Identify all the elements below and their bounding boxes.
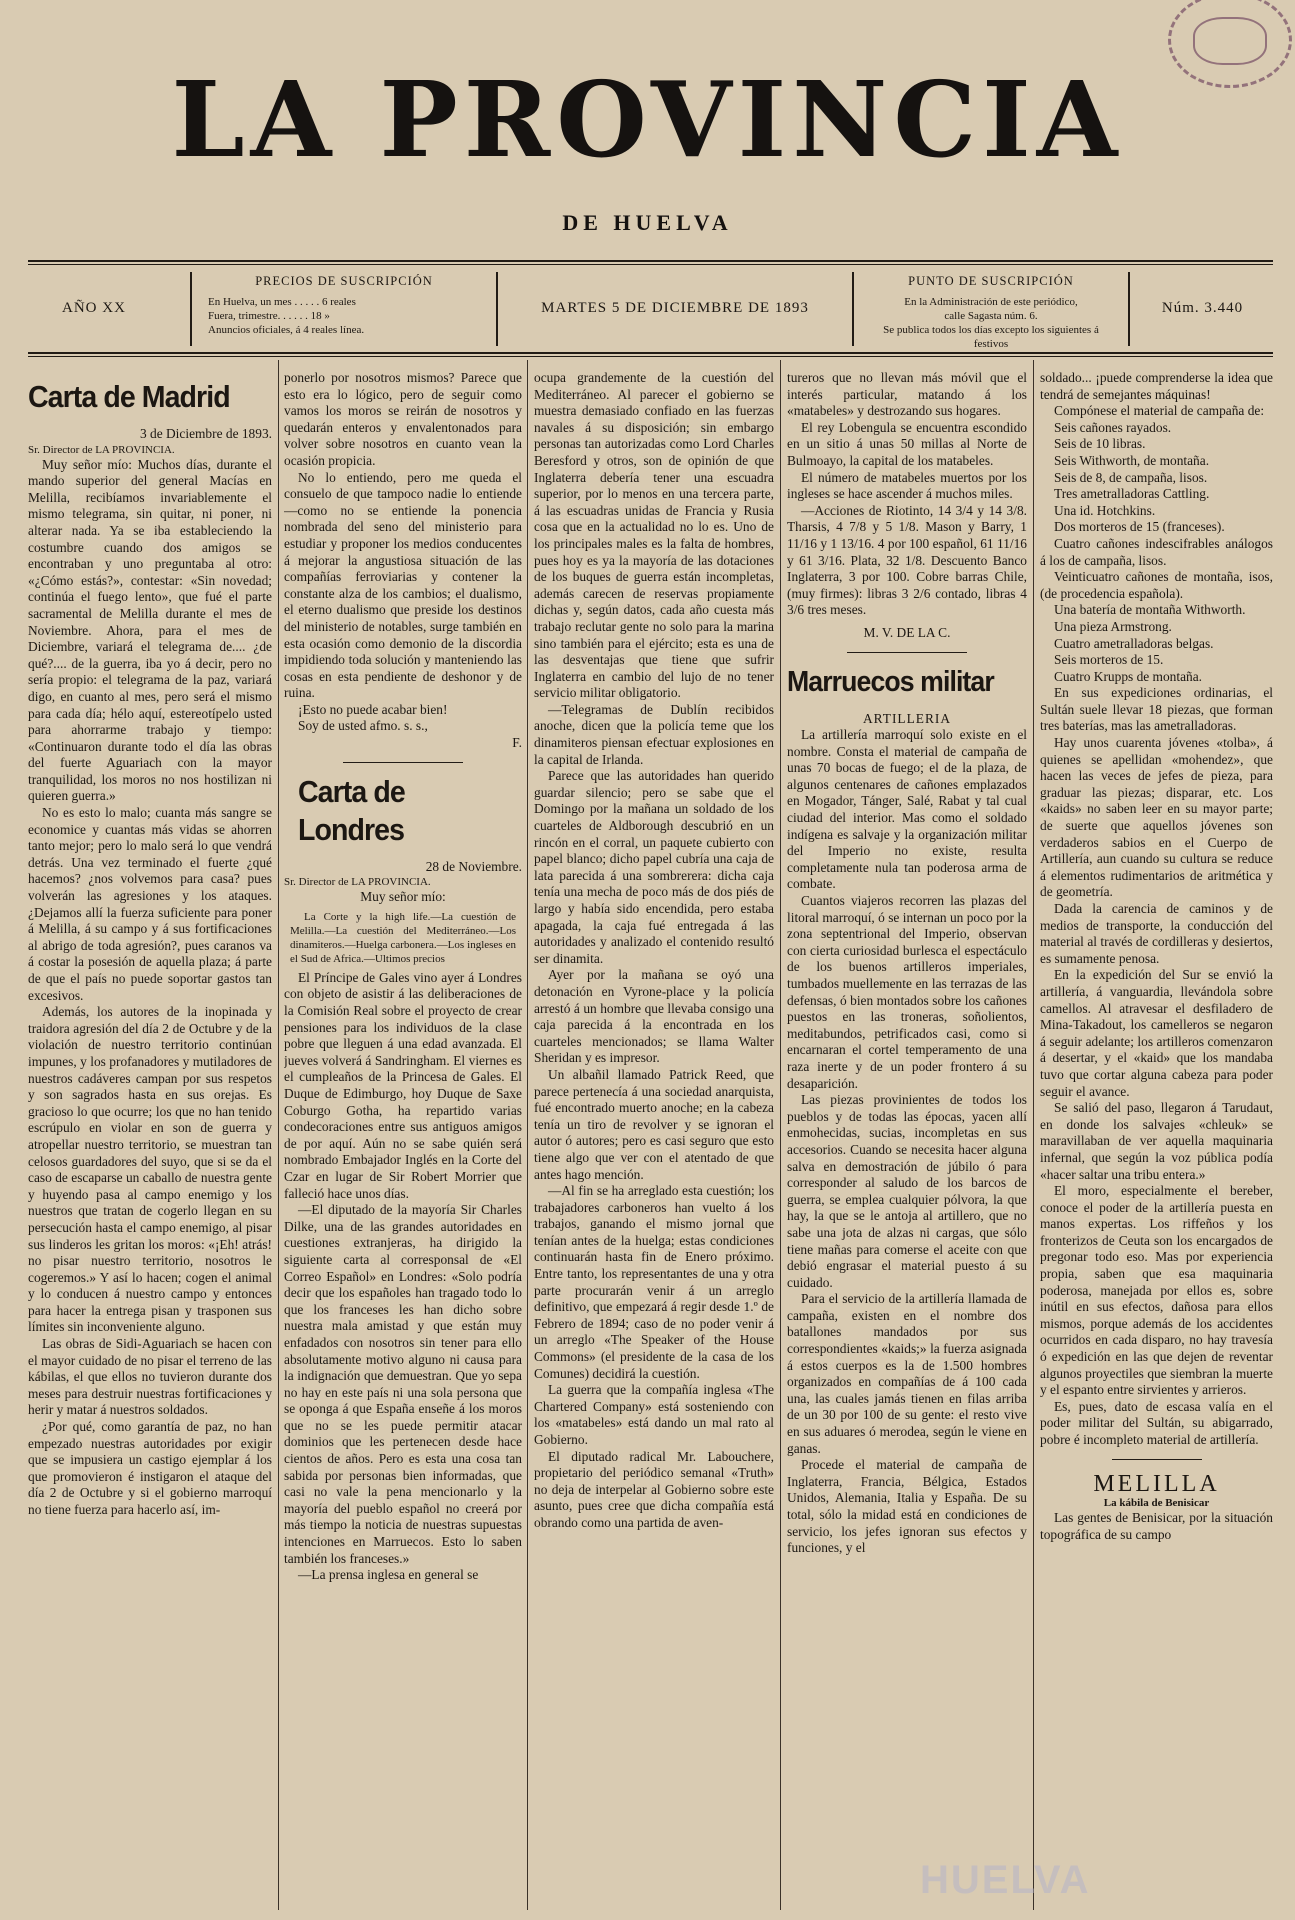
equipment-item: Una batería de montaña Withworth. — [1054, 602, 1246, 618]
subscription-prices: PRECIOS DE SUSCRIPCIÓN En Huelva, un mes . . . . . 6 reales Fuera, trimestre. . . . . . 18 » Anuncios oficiales, á 4 reales línea. — [208, 274, 433, 336]
column-2: ponerlo por nosotros mismos? Parece que esto era lo lógico, pero de seguir como vamos los moros se reirán de nosotros y quedarán enteros y envalentonados para volver sobre nosotros en cuanto vean la ocasión propicia. No lo entiendo, pero me queda el consuelo de que tampoco nadie lo entiende—como no se entiende la ponencia nombrada del seno del ministerio para estudiar y proponer los medios conducentes á mejorar la angustiosa situación de las compañías ferroviarias y contener la constante alza de los cambios; el dualismo, el eterno dualismo que preside los destinos del ministerio de notables, surge también en esta ocasión como demonio de la discordia impidiendo toda solución y manteniendo las cosas en esta pendiente de deshonor y de ruina. ¡Esto no puede acabar bien! Soy de usted afmo. s. s., F. Carta de Londres 28 de Noviembre. Sr. Director de LA PROVINCIA. Muy señor mío: La Corte y la high life.—La cuestión de Melilla.—La cuestión del Mediterráneo.—Los dinamiteros.—Huelga carbonera.—Los ingleses en el Sud de Africa.—Ultimos precios El Príncipe de Gales vino ayer á Londres con objeto de asistir á las deliberaciones de la Comisión Real sobre el proyecto de crear pensiones para los individuos de la clase pobre que lleguen á una edad avanzada. El jueves volverá á Sandringham. El viernes es el cumpleaños de la Princesa de Gales. El Duque de Edimburgo, hoy Duque de Saxe Coburgo Gotha, ha repartido varias condecoraciones entre sus antiguos amigos de por aquí. Aún no se sabe quién será nombrado Embajador Inglés en la Corte del Czar en lugar de Sir Robert Morrier que falleció hace unos días. —El diputado de la mayoría Sir Charles Dilke, una de las grandes autoridades en cuestiones extranjeras, ha dirigido la siguiente carta al corresponsal de «El Correo Español» en Londres: «Solo podría decir que los españoles han tragado todo lo que los franceses les han dicho sobre nuestra mala amistad y que están muy enfadados con nosotros sin tener para ello absolutamente motivo alguno ni causa para la indignación que demuestran. Que yo sepa no hay en este país ni una sola persona que se oponga á que España enseñe á los moros que no se les puede permitir atacar dominios que les pertenecen desde hace cientos de años. Pero es esta una cosa tan sabida por personas bien informadas, que casi no vale la pena mencionarlo y la mayoría del pueblo español no creerá por más tiempo la noticia de nuestras supuestas intenciones en Marruecos. Esto lo saben también los franceses.» —La prensa inglesa en general se — [284, 370, 522, 1583]
equipment-item: Seis morteros de 15. — [1054, 652, 1164, 668]
equipment-list — [1040, 420, 1273, 686]
headline-carta-de-londres: Carta de Londres — [298, 773, 405, 847]
equipment-item: Seis cañones rayados. — [1054, 419, 1172, 435]
column-3: ocupa grandemente de la cuestión del Mediterráneo. Al parecer el gobierno se muestra demasiado confiado en las fuerzas navales á su disposición; sin embargo personas tan autorizadas como Lord Charles Beresford y otros, son de opinión de que Inglaterra debería tener una escuadra superior, por lo menos en una tercera parte, á las escuadras unidas de Francia y Rusia cosa que en la actualidad no lo es. Uno de los principales males es la falta de hombres, pues hoy es ya la mayoría de las dotaciones de los buques de guerra están incompletas, además carecen de reservas propiamente dichas y, según datos, cada año cuesta más trabajo reclutar gente no solo para la marina sino también para el ejército; esta es una de las desventajas que tiene que sufrir Inglaterra en cambio del lujo de no tener servicio militar obligatorio. —Telegramas de Dublín recibidos anoche, dicen que la policía teme que los dinamiteros piensan efectuar explosiones en la capital de Irlanda. Parece que las autoridades han querido guardar silencio; pero se sabe que el Domingo por la mañana un soldado de los cuarteles de Aldborough descubrió en un rincón en el corral, un paquete cubierto con papel blanco; dicho papel cubría una caja de lata parecida á una sombrerera: dicha caja tenía una mecha de poco más de dos piés de largo y había sido encendida, pero estaba apagada, la caja fué entregada á las autoridades y analizado el contenido resultó ser dinamita. Ayer por la mañana se oyó una detonación en Vyrone-place y la policía arrestó á un hombre que llevaba consigo una caja parecida á la encontrada en los cuarteles mencionados; se llama Walter Sheridan y es impresor. Un albañil llamado Patrick Reed, que parece pertenecía á una sociedad anarquista, fué encontrado muerto anoche; en la cabeza tenía un tiro de revolver y se ignoran el autor ó autores; pero es casi seguro que esto tiene algo que ver con el atentado de que antes hago mención. —Al fin se ha arreglado esta cuestión; los trabajadores carboneros han vuelto á los trabajos, ganando el mismo jornal que tenían antes de la huelga; estas condiciones continuarán hasta fin de Enero próximo. Entre tanto, los representantes de una y otra parte procurarán venir á un arreglo definitivo, que empezará á regir desde 1.º de Febrero de 1894; caso de no poder venir á un arreglo «The Speaker of the House Commons» (el presidente de la casa de los Comunes) decidirá la cuestión. La guerra que la compañía inglesa «The Chartered Company» está sosteniendo con los «matabeles» está dando un mal rato al Gobierno. El diputado radical Mr. Labouchere, propietario del periódico semanal «Truth» no deja de interpelar al Gobierno sobre este asunto, pues cree que dicha compañía está obrando como una partida de aven- — [534, 370, 774, 1530]
issue-date: MARTES 5 DE DICIEMBRE DE 1893 — [541, 300, 809, 316]
equipment-item: Dos morteros de 15 (franceses). — [1054, 519, 1225, 535]
column-4: tureros que no llevan más móvil que el interés particular, matando á los «matabeles» y destrozando sus hogares. El rey Lobengula se encuentra escondido en un sitio á unas 50 millas al Norte de Bulmoayo, la capital de los matabeles. El número de matabeles muertos por los ingleses se hace ascender á muchos miles. —Acciones de Riotinto, 14 3/4 y 14 3/8. Tharsis, 4 7/8 y 5 1/8. Mason y Barry, 1 11/16 y 1 13/16. 4 por 100 español, 61 11/16 y 61 3/16. Plata, 32 1/8. Descuento Banco Inglaterra, 3 por 100. Cobre barras Chile, (muy firmes): libras 3 2/6 contado, libras 4 3/6 tres meses. M. V. DE LA C. Marruecos militar ARTILLERIA La artillería marroquí solo existe en el nombre. Consta el material de campaña de unas 70 bocas de fuego; el de la plaza, de algunos centenares de cañones emplazados en Mogador, Tánger, Salé, Rabat y tal cual ciudad del interior. Mas como el soldado indígena es salvaje y la organización militar del Imperio no existe, resulta completamente nula tan poderosa arma de combate. Cuantos viajeros recorren las plazas del litoral marroquí, ó se internan un poco por la zona septentrional del Imperio, observan con cierta curiosidad burlesca el espectáculo de los buenos artilleros imperiales, tumbados muellemente en las terrazas de las defensas, ó bien montados sobre los cañones puestos en las troneras, soñolientos, meditabundos, petrificados casi, como si encarnaran el cortel temperamento de una raza inerte y de un poder frontero á su desaparición. Las piezas provinientes de todos los pueblos y de todas las épocas, yacen allí enmohecidas, sucias, incompletas en sus accesorios. Cuando se necesita hacer alguna salva en demostración de júbilo ó para corresponder al saludo de los barcos de guerra, se emplea cualquier pólvora, la que hay, la que se le antoja al artillero, que no sabe una jota de alzas ni cargas, que sólo tiene mañas para comerse el aceite con que debió engrasar el material puesto á su cuidado. Para el servicio de la artillería llamada de campaña, existen en el nombre dos batallones mandados por sus correspondientes «kaids;» la fuerza asignada á estos cuerpos es la de 1.500 hombres organizados en compañías de á 100 cada una, las cuales jamás tienen en filas arriba de un 30 por 100 de su gente: el resto vive en sus aduares ó merodea, según le viene en ganas. Procede el material de campaña de Inglaterra, Francia, Bélgica, Estados Unidos, Alemania, Italia y España. De su total, sólo la midad está en condiciones de servicio, los jefes ignoran sus efectos y funciones, y el — [787, 370, 1027, 1556]
equipment-item: Veinticuatro cañones de montaña, isos, (de procedencia española). — [1040, 569, 1273, 601]
article-summary: La Corte y la high life.—La cuestión de Melilla.—La cuestión del Mediterráneo.—Los dinamiteros.—Huelga carbonera.—Los ingleses en el Sud de Africa.—Ultimos precios — [290, 910, 516, 965]
column-1: Carta de Madrid 3 de Diciembre de 1893. Sr. Director de LA PROVINCIA. Muy señor mío: Muchos días, durante el mando superior del general Macías en Melilla, recibíamos invariablemente el mismo telegrama, sin quitar, ni poner, ni alterar nada. Ya se iba estableciendo la costumbre cuando dos amigos se encontraban y uno preguntaba al otro: «¿Cómo estás?», contestar: «Sin novedad; continúa el fuego lento», que fué el parte sacramental de Melilla durante el mes de Noviembre. Ahora, para el mes de Diciembre, variará el telegrama de.... ¿de qué?.... de la guerra, iba yo á decir, pero no sería propio: el telegrama de la paz, variará digo, en cuanto al mes, pero será el mismo para cada día; hélo aquí, estereotípelo usted para ahorrarme trabajo y tiempo: «Continuaron durante todo el día las obras del fuerte Aguariach con la mayor tranquilidad, los moros no nos hostilizan ni quieren guerra.» No es esto lo malo; cuanta más sangre se economice y cuantas más vidas se ahorren tanto mejor; pero lo malo será lo que vendrá detrás. Una vez terminado el fuerte ¿qué hacemos? ¿nos volvemos para casa? pues volverán las agresiones y los ataques. ¿Dejamos allí la fuerza suficiente para poner á Melilla, á su campo y á sus fortificaciones al abrigo de toda agresión?, pues caranos va á costar la posesión de aquella plaza; á parte de que el país no puede soportar gastos tan excesivos. Además, los autores de la inopinada y traidora agresión del día 2 de Octubre y de la violación de nuestro territorio continúan impunes, y los profanadores y mutiladores de nuestros cadáveres campan por sus respetos y son sagrados hasta en sus orejas. Es gracioso lo que ocurre; los que no han tenido escrúpulo en violar en son de guerra y atropellar nuestro territorio, se muestran tan celosos guardadores del suyo, que si se da el caso de escaparse un caballo de nuestra gente y huyendo pasa al campo enemigo y los nuestros que tratan de cogerlo llegan en su persecución hasta el campo enemigo, al pisar sus linderos les gritan los moros: «¡Eh! atrás! no pisar nuestro territorio, nosotros le cogeremos.» Y así lo hacen; cogen el animal y lo conducen á nuestro campo y entonces para hacer la entrega pisan y trasponen sus límites sin inconveniente alguno. Las obras de Sidi-Aguariach se hacen con el mayor cuidado de no pisar el terreno de las kábilas, el que ellos no tuvieron durante dos meses para destruir nuestras fortificaciones y herir y matar á nuestros soldados. ¿Por qué, como garantía de paz, no han empezado nuestras autoridades por exigir que se impusiera un castigo ejemplar á los que promovieron é instigaron el ataque del día 2 de Octubre y si el gobierno marroquí no tiene fuerza para hacerlo así, im- — [28, 379, 272, 1517]
equipment-item: Una pieza Armstrong. — [1054, 618, 1172, 634]
equipment-item: Cuatro cañones indescifrables análogos á los de campaña, lisos. — [1040, 535, 1273, 568]
issue-number: Núm. 3.440 — [1161, 300, 1244, 316]
masthead-subtitle: DE HUELVA — [562, 210, 733, 235]
year-label: AÑO XX — [62, 300, 126, 316]
headline-marruecos-militar: Marruecos militar — [787, 665, 994, 698]
equipment-item: Tres ametralladoras Cattling. — [1054, 486, 1210, 502]
equipment-item: Cuatro ametralladoras belgas. — [1054, 635, 1214, 651]
bottom-rule — [28, 352, 1273, 354]
headline-carta-de-madrid: Carta de Madrid — [28, 379, 230, 414]
watermark-logo: HUELVA — [920, 1858, 1091, 1902]
section-melilla: MELILLA — [1093, 1470, 1220, 1497]
info-bar — [28, 264, 1273, 352]
equipment-item: Cuatro Krupps de montaña. — [1054, 668, 1203, 684]
subscription-point: PUNTO DE SUSCRIPCIÓN En la Administración de este periódico, calle Sagasta núm. 6. Se publica todos los días excepto los siguientes á festivos — [883, 274, 1099, 350]
equipment-item: Seis de 8, de campaña, lisos. — [1054, 469, 1208, 485]
column-5: soldado... ¡puede comprenderse la idea que tendrá de semejantes máquinas! Compónese el material de campaña de: Seis cañones rayados. Seis de 10 libras. Seis Withworth, de montaña. Seis de 8, de campaña, lisos. Tres ametralladoras Cattling. Una id. Hotchkins. Dos morteros de 15 (franceses). Cuatro cañones indescifrables análogos á los de campaña, lisos. Veinticuatro cañones de montaña, isos, (de procedencia española). Una batería de montaña Withworth. Una pieza Armstrong. Cuatro ametralladoras belgas. Seis morteros de 15. Cuatro Krupps de montaña. En sus expediciones ordinarias, el Sultán suele llevar 18 piezas, que forman tres baterías, mas las ametralladoras. Hay unos cuarenta jóvenes «tolba», á quienes se apellidan «mohendez», que hacen las veces de jefes de pieza, para graduar las piezas; disparar, etc. Los «kaids» no saben leer en su mayor parte; de suerte que aquellos jóvenes son verdaderos sabios en el Cuerpo de Artillería, aun cuando su cultura se reduce á elementos rudimentarios de aritmética y de geometría. Dada la carencia de caminos y de medios de transporte, la conducción del material al través de cordilleras y desiertos, es sumamente penosa. En la expedición del Sur se envió la artillería, á vanguardia, llevándola sobre camellos. Al atravesar el desfiladero de Mina-Takadout, los camelleros se negaron á seguir adelante; los artilleros comenzaron á desertar, y el «kaid» que los mandaba tuvo que cortar alguna cabeza para poder seguir el avance. Se salió del paso, llegaron á Tarudaut, en donde los salvajes «chleuk» se maravillaban de ver aquella maquinaria infernal, que según la voz pública podía «hacer saltar una tribu entera.» El moro, especialmente el bereber, conoce el poder de la artillería puesta en manos expertas. Los riffeños y los fronterizos de Ceuta son los encargados de pregonar todo eso. Mas por experiencia propia, saben que esa maquinaria poderosa, manejada por ellos es, sobre inútil en sus efectos, dañosa para ellos mismos, porque además de los accidentes ocurridos en cada disparo, no hay travesía ó expedición en las que dejen de reventar algunos proyectiles que siembran la muerte y el espanto entre sirvientes y arrieros. Es, pues, dato de escasa valía en el poder militar del Sultán, su abigarrado, pobre é incompleto material de artillería. MELILLA La kábila de Benisicar Las gentes de Benisicar, por la situación topográfica de su campo — [1040, 370, 1273, 1542]
masthead-title: LA PROVINCIA — [171, 58, 1124, 181]
equipment-item: Seis de 10 libras. — [1054, 436, 1146, 452]
equipment-item: Una id. Hotchkins. — [1054, 502, 1156, 518]
top-rule — [28, 260, 1273, 262]
equipment-item: Seis Withworth, de montaña. — [1054, 452, 1210, 468]
